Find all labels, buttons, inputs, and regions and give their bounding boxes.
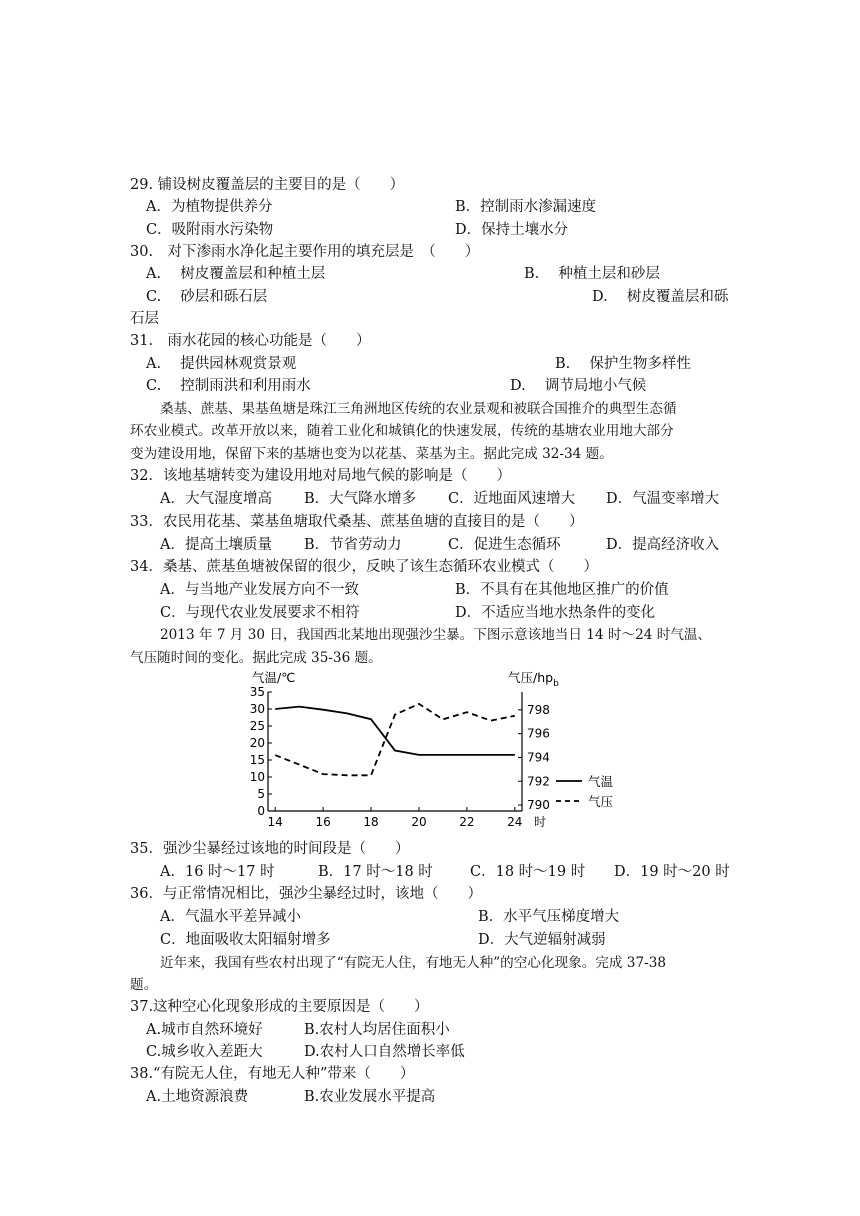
- options-row: [0, 219, 860, 241]
- options-row: [0, 1019, 860, 1041]
- legend-label: 气压: [588, 794, 614, 809]
- option-b: B.农村人均居住面积小: [304, 1022, 450, 1038]
- option-b: B．大气降水增多: [304, 491, 417, 507]
- series-line-气压: [275, 704, 515, 775]
- option-b: B．节省劳动力: [304, 537, 402, 553]
- option-d: D．大气逆辐射减弱: [478, 932, 606, 948]
- option-a: A．气温水平差异减小: [160, 909, 301, 925]
- options-row: [0, 1086, 860, 1108]
- option-a: A．大气湿度增高: [160, 491, 272, 507]
- passage-line: 桑基、蔗基、果基鱼塘是珠江三角洲地区传统的农业景观和被联合国推介的典型生态循: [160, 401, 677, 417]
- options-row: [0, 579, 860, 601]
- question-38: [0, 1063, 860, 1085]
- options-row: [0, 488, 860, 510]
- passage-line: 变为建设用地，保留下来的基塘也变为以花基、菜基为主。据此完成 32-34 题。: [130, 446, 613, 462]
- question-stem: 36．与正常情况相比，强沙尘暴经过时，该地（ ）: [130, 886, 482, 902]
- option-b: B．水平气压梯度增大: [478, 909, 620, 925]
- option-c: C. 控制雨洪和利用雨水: [146, 378, 311, 394]
- x-tick-label: 18: [363, 815, 379, 829]
- left-tick-label: 30: [249, 702, 265, 716]
- options-row: [0, 861, 860, 883]
- option-a: A．提高土壤质量: [160, 537, 272, 553]
- question-37: [0, 996, 860, 1018]
- question-34: [0, 556, 860, 578]
- x-tick-label: 24: [507, 815, 523, 829]
- question-stem: 34．桑基、蔗基鱼塘被保留的很少，反映了该生态循环农业模式（ ）: [130, 559, 598, 575]
- options-row: [0, 286, 860, 308]
- option-b: B．17 时～18 时: [318, 864, 433, 880]
- question-32: [0, 465, 860, 487]
- option-c: C. 砂层和砾石层: [146, 289, 268, 305]
- option-d: D. 调节局地小气候: [510, 378, 647, 394]
- option-b: B.农业发展水平提高: [304, 1089, 436, 1105]
- question-stem: 32．该地基塘转变为建设用地对局地气候的影响是（ ）: [130, 468, 511, 484]
- option-c: C．与现代农业发展要求不相符: [160, 605, 360, 621]
- left-tick-label: 20: [249, 736, 265, 750]
- passage-line: 近年来，我国有些农村出现了“有院无人住，有地无人种”的空心化现象。完成 37-38: [160, 955, 666, 971]
- passage-line: 环农业模式。改革开放以来，随着工业化和城镇化的快速发展，传统的基塘农业用地大部分: [130, 423, 674, 439]
- options-row: [0, 602, 860, 624]
- option-a: A．与当地产业发展方向不一致: [160, 582, 359, 598]
- option-a: A.土地资源浪费: [146, 1089, 249, 1105]
- option-b: B. 种植土层和砂层: [524, 266, 660, 282]
- left-tick-label: 0: [257, 804, 265, 818]
- option-c: C．吸附雨水污染物: [146, 222, 274, 238]
- option-a: A. 提供园林观赏景观: [146, 356, 297, 372]
- question-30: [0, 241, 860, 263]
- option-c: C．地面吸收太阳辐射增多: [160, 932, 331, 948]
- option-d: D. 树皮覆盖层和砾: [592, 289, 729, 305]
- right-tick-label: 798: [527, 702, 550, 717]
- left-tick-label: 35: [249, 685, 265, 699]
- left-axis-label: 气温/℃: [252, 670, 296, 685]
- question-stem: 30. 对下渗雨水净化起主要作用的填充层是 （ ）: [130, 244, 480, 260]
- chart-legend: [556, 774, 614, 809]
- option-b: B. 保护生物多样性: [555, 356, 691, 372]
- right-tick-label: 794: [527, 750, 550, 765]
- question-stem: 29. 铺设树皮覆盖层的主要目的是（ ）: [130, 177, 405, 193]
- question-stem: 31. 雨水花园的核心功能是（ ）: [130, 333, 371, 349]
- options-row: [0, 534, 860, 556]
- option-d: D．19 时～20 时: [614, 864, 730, 880]
- question-29: [0, 174, 860, 196]
- option-a: A．16 时～17 时: [160, 864, 275, 880]
- legend-label: 气温: [588, 774, 614, 789]
- option-a: A．为植物提供养分: [146, 199, 273, 215]
- right-axis-label: 气压$/hp_b$: [508, 670, 559, 689]
- option-c: C．18 时～19 时: [470, 864, 586, 880]
- option-d: D.农村人口自然增长率低: [304, 1044, 465, 1060]
- question-33: [0, 511, 860, 533]
- right-tick-label: 790: [527, 798, 550, 813]
- passage-line: 气压随时间的变化。据此完成 35-36 题。: [130, 650, 382, 666]
- option-c: C．近地面风速增大: [448, 491, 576, 507]
- left-tick-label: 10: [249, 770, 265, 784]
- options-row: [0, 353, 860, 375]
- question-31: [0, 330, 860, 352]
- temp-pressure-chart: [240, 668, 660, 830]
- option-d: D．提高经济收入: [606, 537, 720, 553]
- options-row: [0, 375, 860, 397]
- x-tick-label: 16: [315, 815, 331, 829]
- question-35: [0, 838, 860, 860]
- option-c: C.城乡收入差距大: [146, 1044, 263, 1060]
- option-d-continued: 石层: [130, 311, 159, 327]
- right-tick-label: 792: [527, 774, 550, 789]
- option-c: C．促进生态循环: [448, 537, 561, 553]
- options-row: [0, 1041, 860, 1063]
- option-b: B．不具有在其他地区推广的价值: [455, 582, 669, 598]
- option-a: A.城市自然环境好: [146, 1022, 263, 1038]
- x-tick-label: 22: [459, 815, 475, 829]
- option-d: D．不适应当地水热条件的变化: [455, 605, 656, 621]
- question-stem: 37.这种空心化现象形成的主要原因是（ ）: [130, 999, 429, 1015]
- question-36: [0, 883, 860, 905]
- passage-line: 题。: [130, 977, 158, 993]
- option-a: A. 树皮覆盖层和种植土层: [146, 266, 326, 282]
- x-unit-label: 时: [534, 815, 547, 829]
- options-row: [0, 929, 860, 951]
- left-tick-label: 5: [257, 787, 265, 801]
- left-tick-label: 25: [249, 719, 265, 733]
- options-row: [0, 196, 860, 218]
- question-stem: 33．农民用花基、菜基鱼塘取代桑基、蔗基鱼塘的直接目的是（ ）: [130, 514, 584, 530]
- x-tick-label: 14: [267, 815, 283, 829]
- question-stem: 35．强沙尘暴经过该地的时间段是（ ）: [130, 841, 410, 857]
- options-row: [0, 906, 860, 928]
- option-b: B．控制雨水渗漏速度: [455, 199, 597, 215]
- option-d: D．气温变率增大: [606, 491, 720, 507]
- option-d: D．保持土壤水分: [455, 222, 569, 238]
- chart-series: [275, 704, 515, 775]
- passage-line: 2013 年 7 月 30 日，我国西北某地出现强沙尘暴。下图示意该地当日 14 时～24 时气温、: [160, 627, 712, 643]
- left-tick-label: 15: [249, 753, 265, 767]
- options-row: [0, 308, 860, 330]
- right-tick-label: 796: [527, 726, 550, 741]
- options-row: [0, 263, 860, 285]
- x-tick-label: 20: [411, 815, 427, 829]
- question-stem: 38.“有院无人住，有地无人种”带来（ ）: [130, 1066, 415, 1082]
